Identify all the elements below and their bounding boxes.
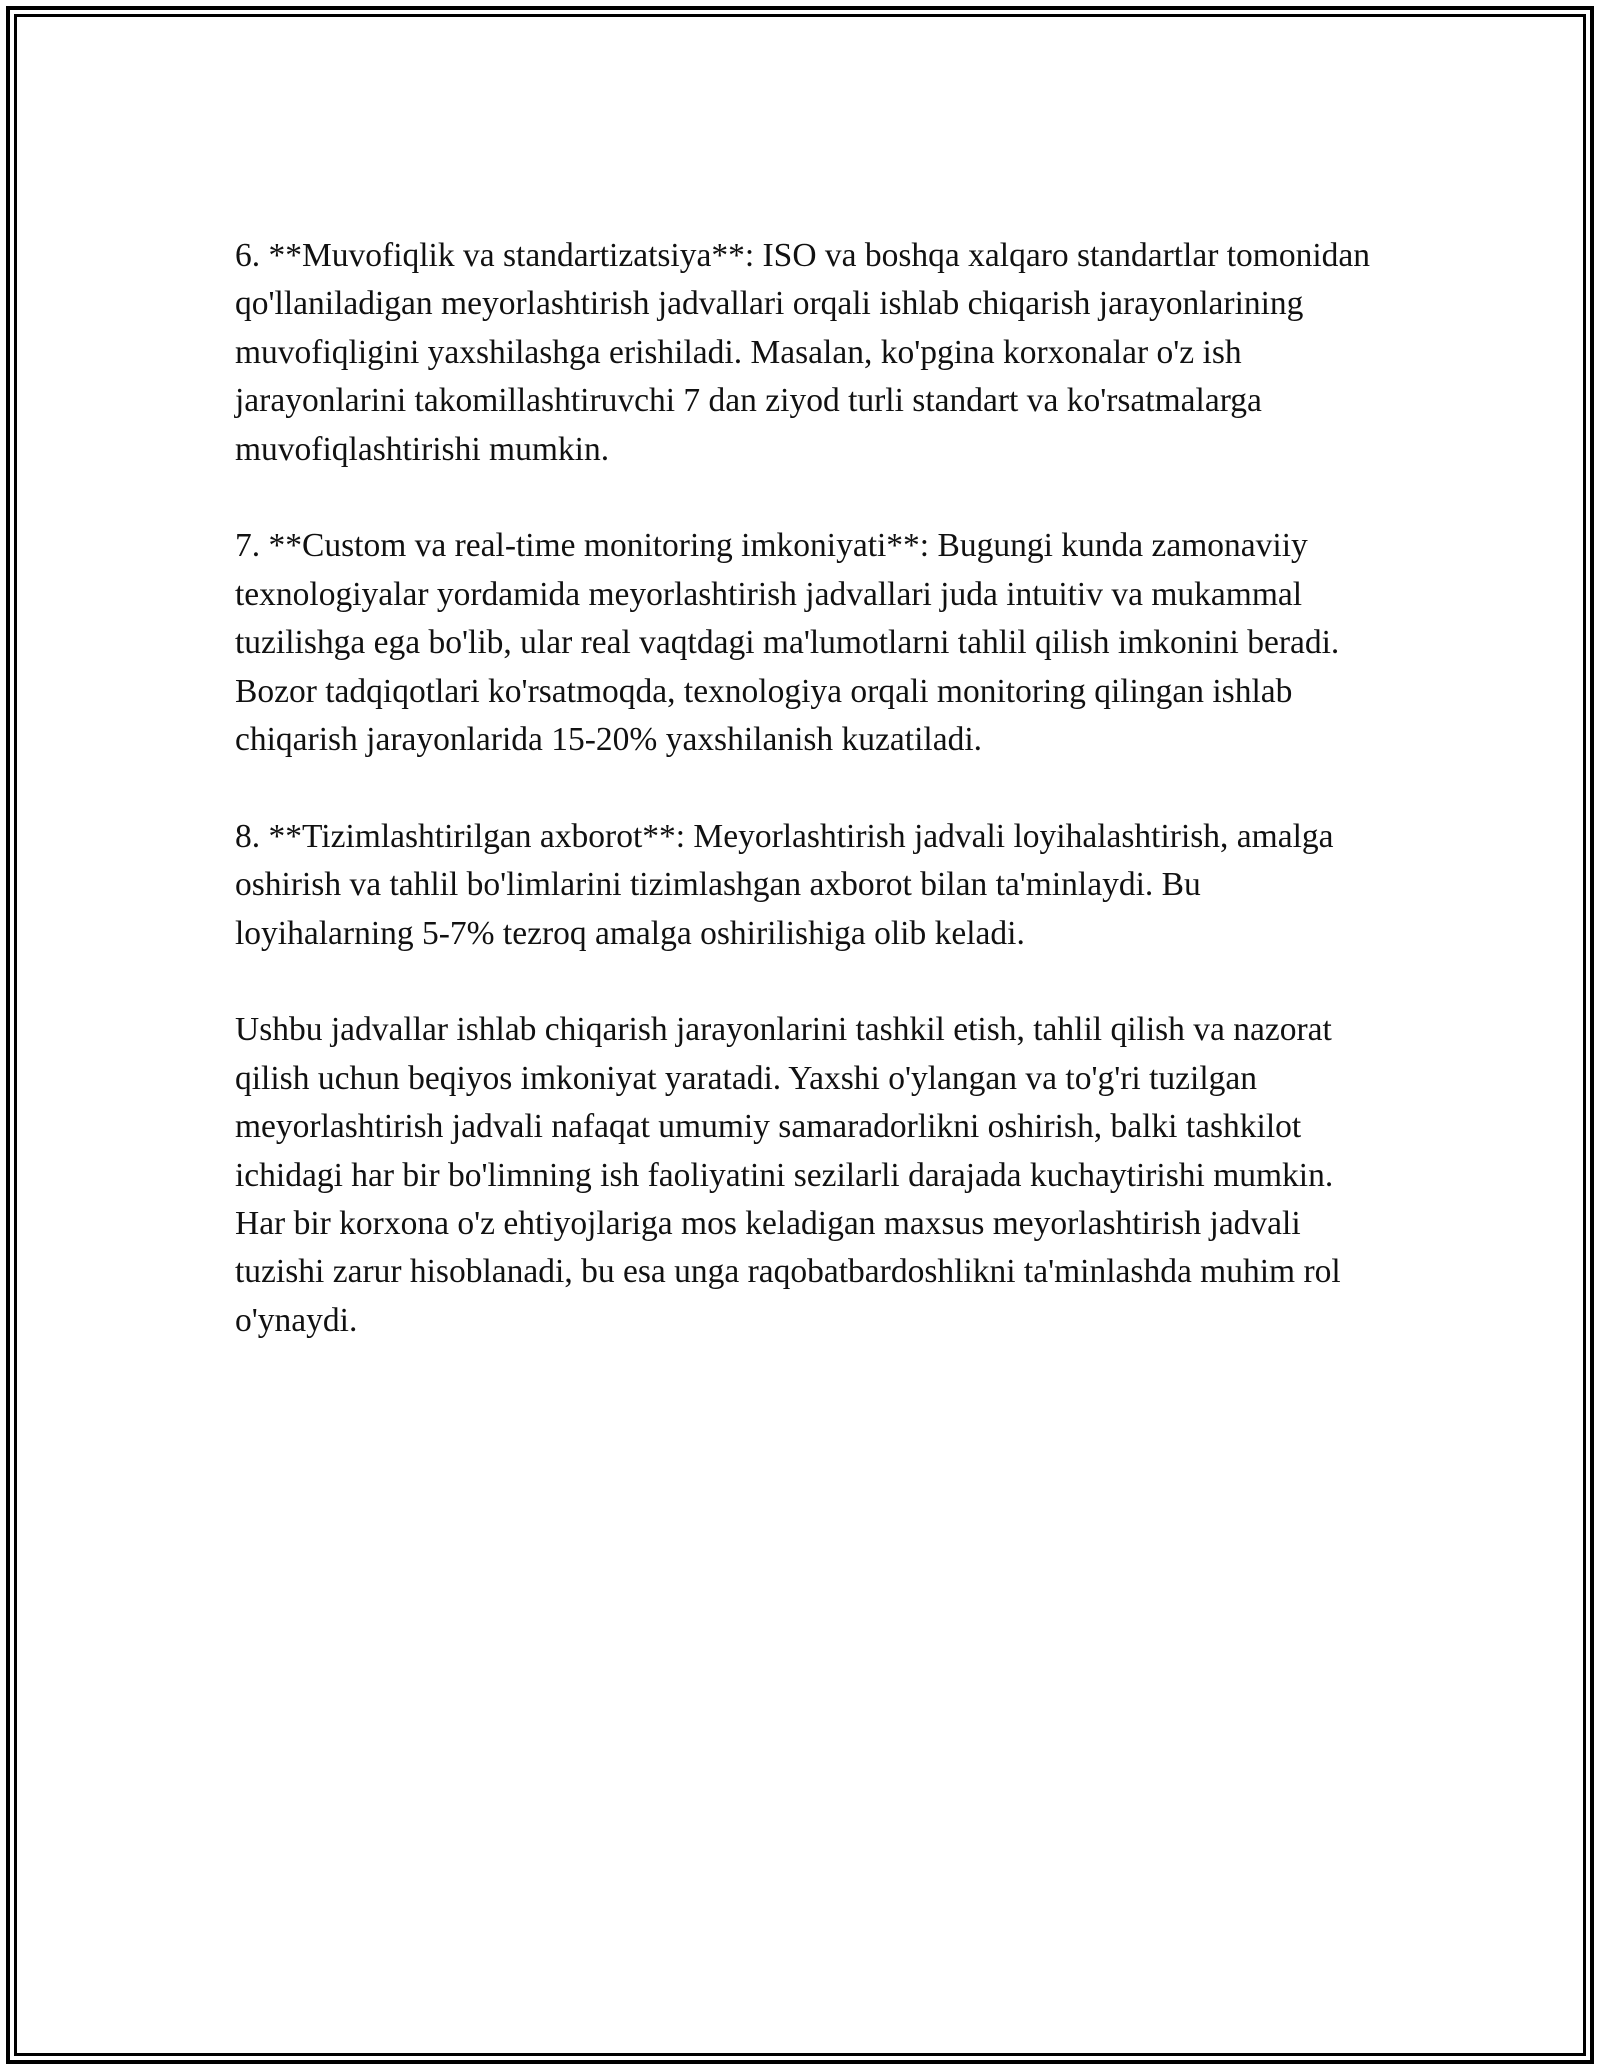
- paragraph-muvofiqlik: 6. **Muvofiqlik va standartizatsiya**: ISO va boshqa xalqaro standartlar tomonidan qo'llaniladigan meyorlashtirish jadvallari orqali ishlab chiqarish jarayonlarining muvofiqligini yaxshilashga erishiladi. Masalan, ko'pgina korxonalar o'z ish jarayonlarini takomillashtiruvchi 7 dan ziyod turli standart va ko'rsatmalarga muvofiqlashtirishi mumkin.: [235, 237, 1371, 468]
- paragraph-custom-monitoring: 7. **Custom va real-time monitoring imkoniyati**: Bugungi kunda zamonaviiy texnologiyalar yordamida meyorlashtirish jadvallari juda intuitiv va mukammal tuzilishga ega bo'lib, ular real vaqtdagi ma'lumotlarni tahlil qilish imkonini beradi. Bozor tadqiqotlari ko'rsatmoqda, texnologiya orqali monitoring qilingan ishlab chiqarish jarayonlarida 15-20% yaxshilanish kuzatiladi.: [235, 527, 1340, 759]
- paragraph-tizimlashtirilgan-axborot: 8. **Tizimlashtirilgan axborot**: Meyorlashtirish jadvali loyihalashtirish, amalga oshirish va tahlil bo'limlarini tizimlashgan axborot bilan ta'minlaydi. Bu loyihalarning 5-7% tezroq amalga oshirilishiga olib keladi.: [235, 817, 1334, 952]
- document-body: [235, 232, 1385, 1394]
- paragraph-conclusion: Ushbu jadvallar ishlab chiqarish jarayonlarini tashkil etish, tahlil qilish va nazorat qilish uchun beqiyos imkoniyat yaratadi. Yaxshi o'ylangan va to'g'ri tuzilgan meyorlashtirish jadvali nafaqat umumiy samaradorlikni oshirish, balki tashkilot ichidagi har bir bo'limning ish faoliyatini sezilarli darajada kuchaytirishi mumkin. Har bir korxona o'z ehtiyojlariga mos keladigan maxsus meyorlashtirish jadvali tuzishi zarur hisoblanadi, bu esa unga raqobatbardoshlikni ta'minlashda muhim rol o'ynaydi.: [235, 1011, 1341, 1339]
